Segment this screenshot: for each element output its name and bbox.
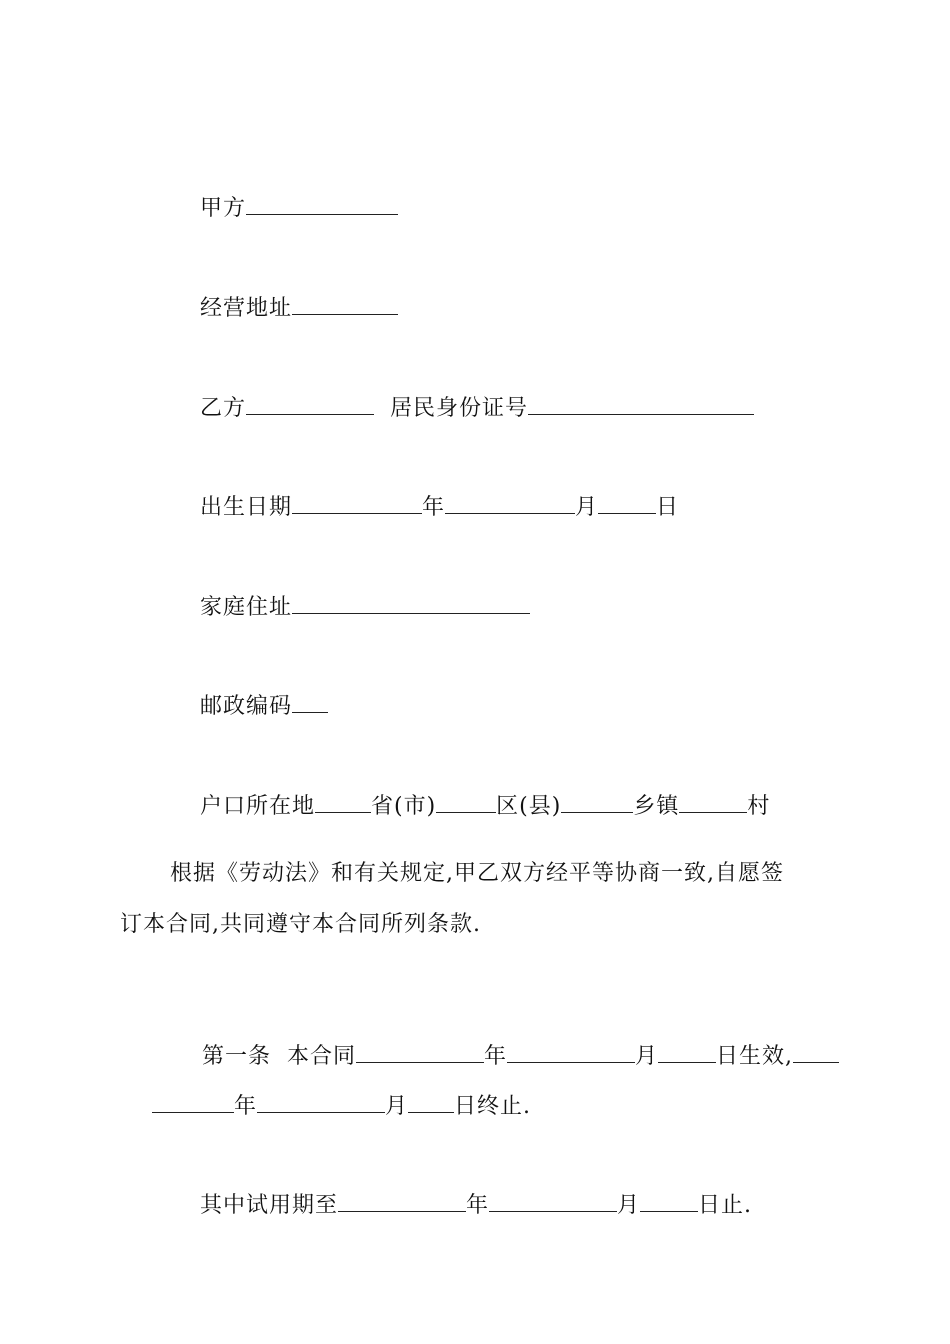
postal-code-blank[interactable] [292, 690, 328, 713]
article1-label: 第一条 本合同 [201, 1044, 356, 1069]
probation-year-blank[interactable] [338, 1189, 466, 1212]
month-label: 月 [635, 1044, 659, 1069]
district-blank[interactable] [436, 790, 496, 813]
month-label: 月 [575, 495, 599, 520]
village-blank[interactable] [679, 790, 747, 813]
party-b-blank[interactable] [246, 392, 374, 415]
end-month-blank[interactable] [257, 1090, 385, 1113]
business-address-label: 经营地址 [199, 296, 292, 321]
month-label: 月 [385, 1094, 409, 1119]
article1-row-2 [120, 1060, 531, 1152]
probation-month-blank[interactable] [489, 1189, 617, 1212]
home-address-label: 家庭住址 [199, 595, 292, 620]
start-day-blank[interactable] [658, 1040, 716, 1063]
district-label: 区(县) [496, 794, 562, 819]
effective-label: 日生效, [716, 1044, 794, 1069]
party-a-blank[interactable] [246, 192, 398, 215]
household-reg-row [168, 760, 770, 852]
home-address-row [168, 561, 530, 653]
paragraph-line-2: 订本合同,共同遵守本合同所列条款. [120, 912, 481, 937]
year-label: 年 [466, 1193, 490, 1218]
birth-date-label: 出生日期 [199, 495, 292, 520]
home-address-blank[interactable] [292, 591, 530, 614]
township-blank[interactable] [561, 790, 633, 813]
month-label: 月 [617, 1193, 641, 1218]
paragraph-line-1: 根据《劳动法》和有关规定,甲乙双方经平等协商一致,自愿签 [170, 861, 784, 886]
id-number-label: 居民身份证号 [390, 396, 529, 421]
birth-month-blank[interactable] [445, 491, 575, 514]
year-label: 年 [233, 1094, 257, 1119]
party-a-label: 甲方 [199, 196, 246, 221]
birth-year-blank[interactable] [292, 491, 422, 514]
probation-end-label: 日止. [698, 1193, 753, 1218]
township-label: 乡镇 [633, 794, 680, 819]
day-label: 日 [656, 495, 680, 520]
end-year-blank-part1[interactable] [793, 1040, 839, 1063]
end-day-blank[interactable] [408, 1090, 454, 1113]
birth-date-row [168, 461, 679, 553]
end-year-blank-part2[interactable] [152, 1090, 234, 1113]
party-b-label: 乙方 [199, 396, 246, 421]
party-b-row [168, 362, 754, 454]
postal-code-label: 邮政编码 [199, 694, 292, 719]
probation-day-blank[interactable] [640, 1189, 698, 1212]
birth-day-blank[interactable] [598, 491, 656, 514]
business-address-blank[interactable] [292, 292, 398, 315]
village-label: 村 [747, 794, 771, 819]
province-blank[interactable] [315, 790, 371, 813]
province-label: 省(市) [371, 794, 437, 819]
postal-code-row [168, 660, 328, 752]
id-number-blank[interactable] [528, 392, 754, 415]
party-a-row [168, 162, 398, 254]
year-label: 年 [483, 1044, 507, 1069]
year-label: 年 [422, 495, 446, 520]
terminate-label: 日终止. [454, 1094, 532, 1119]
probation-row [168, 1159, 752, 1251]
business-address-row [168, 262, 398, 354]
probation-label: 其中试用期至 [199, 1193, 338, 1218]
household-reg-label: 户口所在地 [199, 794, 315, 819]
